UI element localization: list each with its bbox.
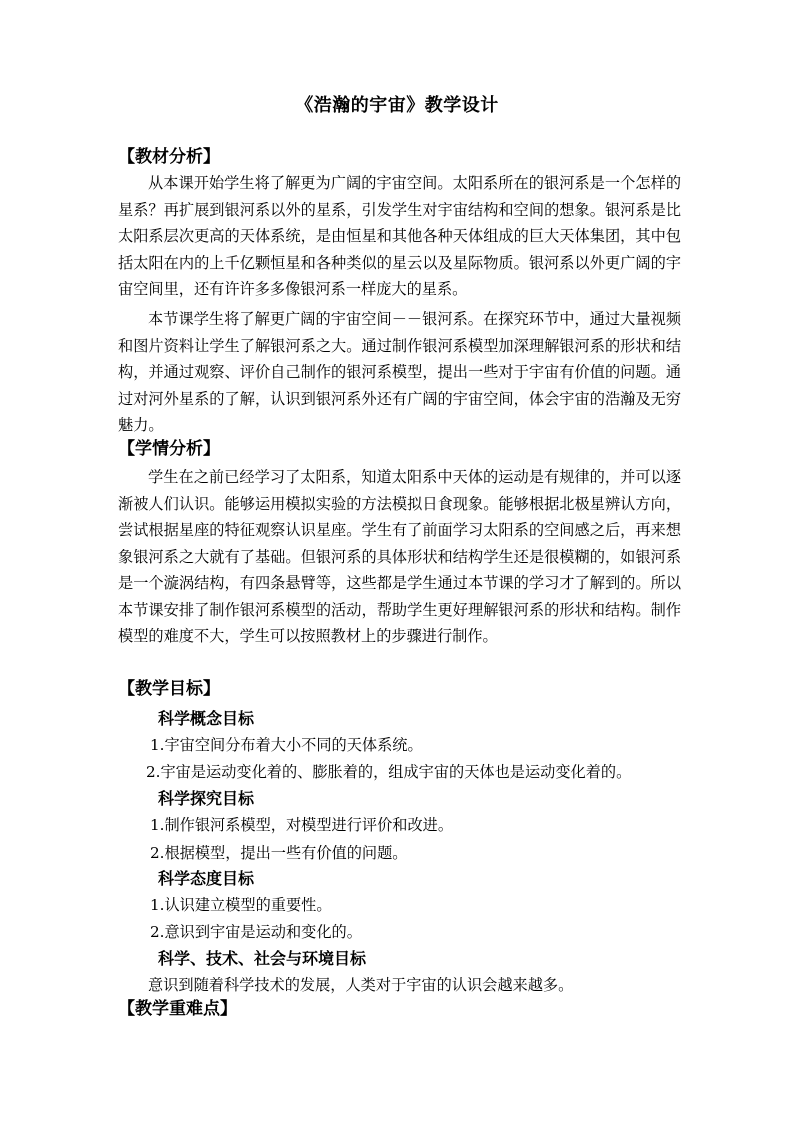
document-title: 《浩瀚的宇宙》教学设计 [295, 95, 499, 116]
heading-key-points: 【教学重难点】 [118, 999, 237, 1019]
subheading-concept-goals: 科学概念目标 [158, 709, 255, 728]
attitude-goal-item: 2.意识到宇宙是运动和变化的。 [150, 923, 362, 941]
subheading-inquiry-goals: 科学探究目标 [158, 789, 255, 808]
paragraph-material-analysis-2: 本节课学生将了解更广阔的宇宙空间－－银河系。在探究环节中，通过大量视频和图片资料让学生了解银河系之大。通过制作银河系模型加深理解银河系的形状和结构，并通过观察、评价自己制作的银河系模型，提出一些对于宇宙有价值的问题。通过对河外星系的了解，认识到银河系外还有广阔的宇宙空间，体会宇宙的浩瀚及无穷魅力。 [118, 310, 681, 434]
heading-student-analysis: 【学情分析】 [118, 439, 220, 459]
paragraph-material-analysis-1: 从本课开始学生将了解更为广阔的宇宙空间。太阳系所在的银河系是一个怎样的星系？再扩展到银河系以外的星系，引发学生对宇宙结构和空间的想象。银河系是比太阳系层次更高的天体系统，是由恒星和其他各种天体组成的巨大天体集团，其中包括太阳在内的上千亿颗恒星和各种类似的星云以及星际物质。银河系以外更广阔的宇宙空间里，还有许许多多像银河系一样庞大的星系。 [118, 174, 681, 298]
sts-goal-text: 意识到随着科学技术的发展，人类对于宇宙的认识会越来越多。 [148, 976, 574, 994]
concept-goal-item: 1.宇宙空间分布着大小不同的天体系统。 [150, 736, 423, 754]
inquiry-goal-item: 1.制作银河系模型，对模型进行评价和改进。 [150, 816, 454, 834]
heading-teaching-goals: 【教学目标】 [118, 679, 220, 699]
attitude-goal-item: 1.认识建立模型的重要性。 [150, 896, 332, 914]
subheading-sts-goals: 科学、技术、社会与环境目标 [158, 949, 367, 968]
paragraph-student-analysis: 学生在之前已经学习了太阳系，知道太阳系中天体的运动是有规律的，并可以逐渐被人们认识。能够运用模拟实验的方法模拟日食现象。能够根据北极星辨认方向，尝试根据星座的特征观察认识星座。学生有了前面学习太阳系的空间感之后，再来想象银河系之大就有了基础。但银河系的具体形状和结构学生还是很模糊的，如银河系是一个漩涡结构，有四条悬臂等，这些都是学生通过本节课的学习才了解到的。所以本节课安排了制作银河系模型的活动，帮助学生更好理解银河系的形状和结构。制作模型的难度不大，学生可以按照教材上的步骤进行制作。 [118, 468, 681, 645]
heading-material-analysis: 【教材分析】 [118, 147, 220, 167]
inquiry-goal-item: 2.根据模型，提出一些有价值的问题。 [150, 844, 408, 862]
subheading-attitude-goals: 科学态度目标 [158, 869, 255, 888]
concept-goal-item: 2.宇宙是运动变化着的、膨胀着的，组成宇宙的天体也是运动变化着的。 [146, 763, 632, 781]
